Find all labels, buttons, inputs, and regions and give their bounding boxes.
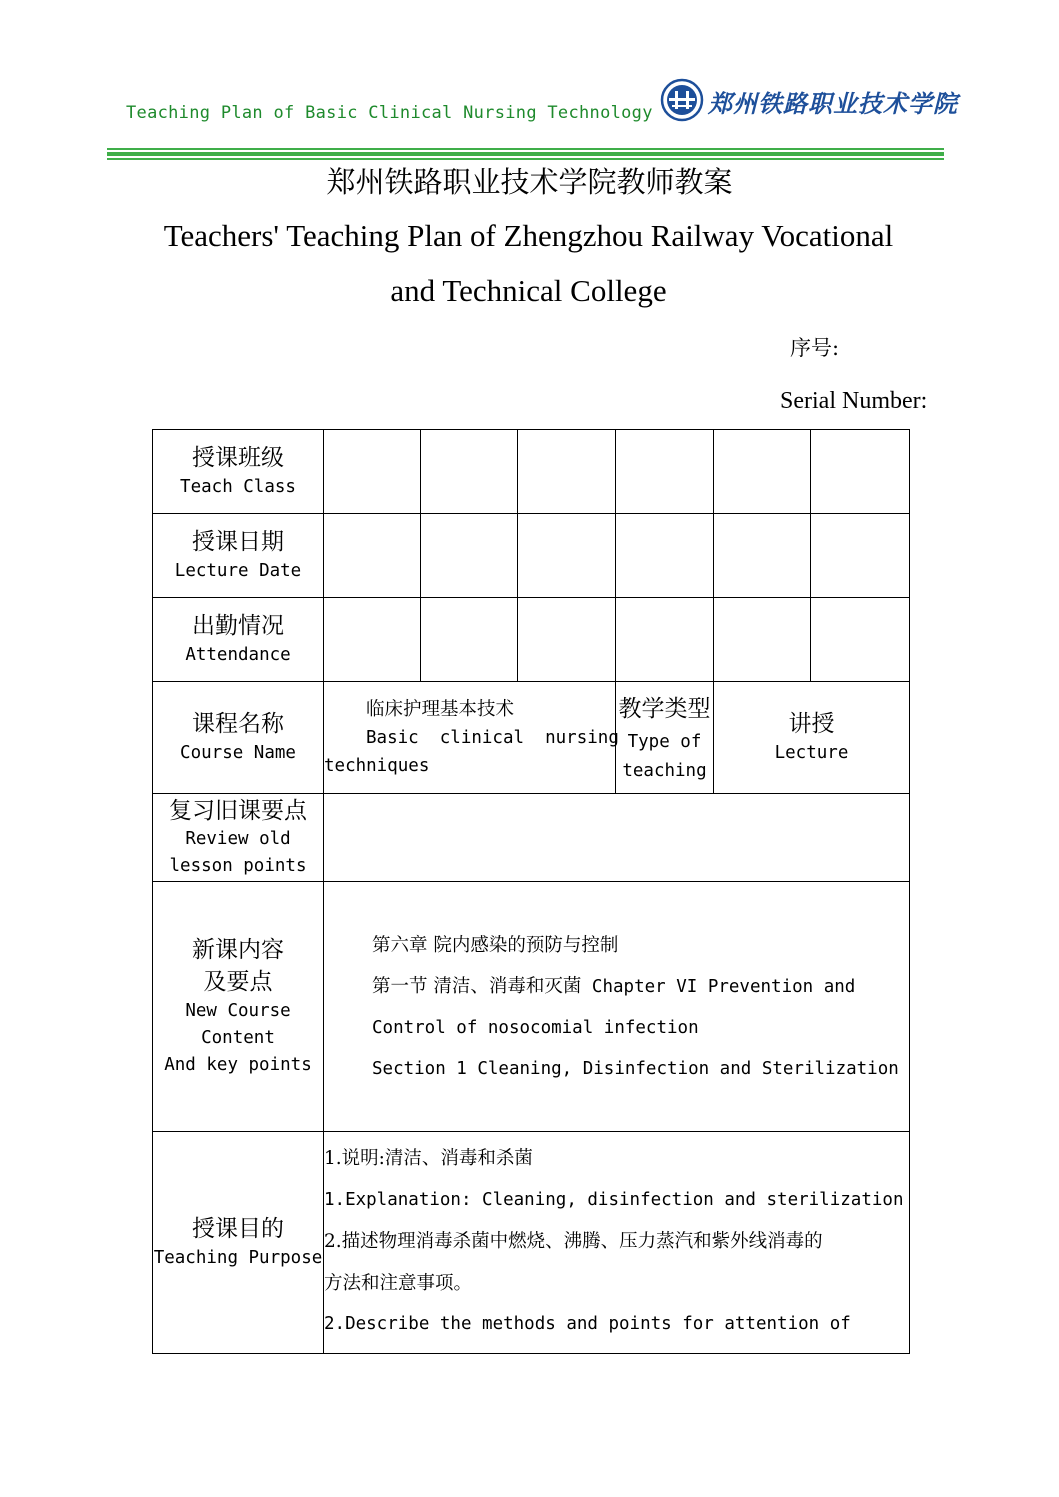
row-course-name (153, 682, 910, 794)
lecture-date-cell-5 (714, 514, 811, 598)
type-of-teaching-value: 讲授 Lecture (714, 682, 910, 794)
running-header-title: Teaching Plan of Basic Clinical Nursing Technology (126, 103, 653, 123)
lecture-date-label: 授课日期 Lecture Date (153, 514, 324, 598)
header-rule-thin (107, 148, 944, 150)
college-logo (660, 78, 958, 124)
lecture-date-cell-4 (616, 514, 714, 598)
serial-number-label-en: Serial Number: (780, 388, 928, 414)
teach-class-cell-3 (518, 430, 616, 514)
attendance-cell-1 (324, 598, 421, 682)
attendance-cell-4 (616, 598, 714, 682)
review-label: 复习旧课要点 Review old lesson points (153, 794, 324, 882)
course-name-value: 临床护理基本技术 Basic clinical nursing techniques (324, 682, 616, 794)
attendance-label: 出勤情况 Attendance (153, 598, 324, 682)
purpose-content: 1.说明:清洁、消毒和杀菌 1.Explanation: Cleaning, disinfection and sterilization 2.描述物理消毒杀菌中燃烧、沸腾、压力蒸汽和紫外线消毒的 方法和注意事项。 2.Describe the methods and points for attention of (324, 1132, 910, 1354)
college-emblem-icon (660, 78, 704, 122)
lecture-date-cell-2 (421, 514, 518, 598)
new-course-label: 新课内容 及要点 New Course Content And key points (153, 882, 324, 1132)
lecture-date-cell-6 (811, 514, 910, 598)
new-course-content: 第六章 院内感染的预防与控制 第一节 清洁、消毒和灭菌 Chapter VI Prevention and Control of nosocomial infection Section 1 Cleaning, Disinfection and Sterilization (324, 882, 910, 1132)
row-attendance (153, 598, 910, 682)
course-name-label: 课程名称 Course Name (153, 682, 324, 794)
teach-class-cell-4 (616, 430, 714, 514)
row-lecture-date (153, 514, 910, 598)
teach-class-cell-2 (421, 430, 518, 514)
row-purpose (153, 1132, 910, 1354)
row-review (153, 794, 910, 882)
type-of-teaching-label: 教学类型 Type of teaching (616, 682, 714, 794)
teaching-plan-table (152, 429, 910, 1354)
lecture-date-cell-3 (518, 514, 616, 598)
lecture-date-cell-1 (324, 514, 421, 598)
attendance-cell-6 (811, 598, 910, 682)
title-chinese: 郑州铁路职业技术学院教师教案 (326, 165, 733, 199)
teach-class-cell-1 (324, 430, 421, 514)
row-teach-class (153, 430, 910, 514)
header-rule-thick (107, 152, 944, 156)
purpose-label: 授课目的 Teaching Purpose (153, 1132, 324, 1354)
teach-class-cell-6 (811, 430, 910, 514)
attendance-cell-5 (714, 598, 811, 682)
teach-class-label: 授课班级 Teach Class (153, 430, 324, 514)
title-english-line2: and Technical College (390, 273, 667, 308)
attendance-cell-3 (518, 598, 616, 682)
row-new-course (153, 882, 910, 1132)
attendance-cell-2 (421, 598, 518, 682)
review-content (324, 794, 910, 882)
teach-class-cell-5 (714, 430, 811, 514)
serial-number-label-cn: 序号: (790, 336, 840, 360)
college-logo-text: 郑州铁路职业技术学院 (708, 89, 958, 118)
title-english-line1: Teachers' Teaching Plan of Zhengzhou Railway Vocational (163, 218, 894, 253)
